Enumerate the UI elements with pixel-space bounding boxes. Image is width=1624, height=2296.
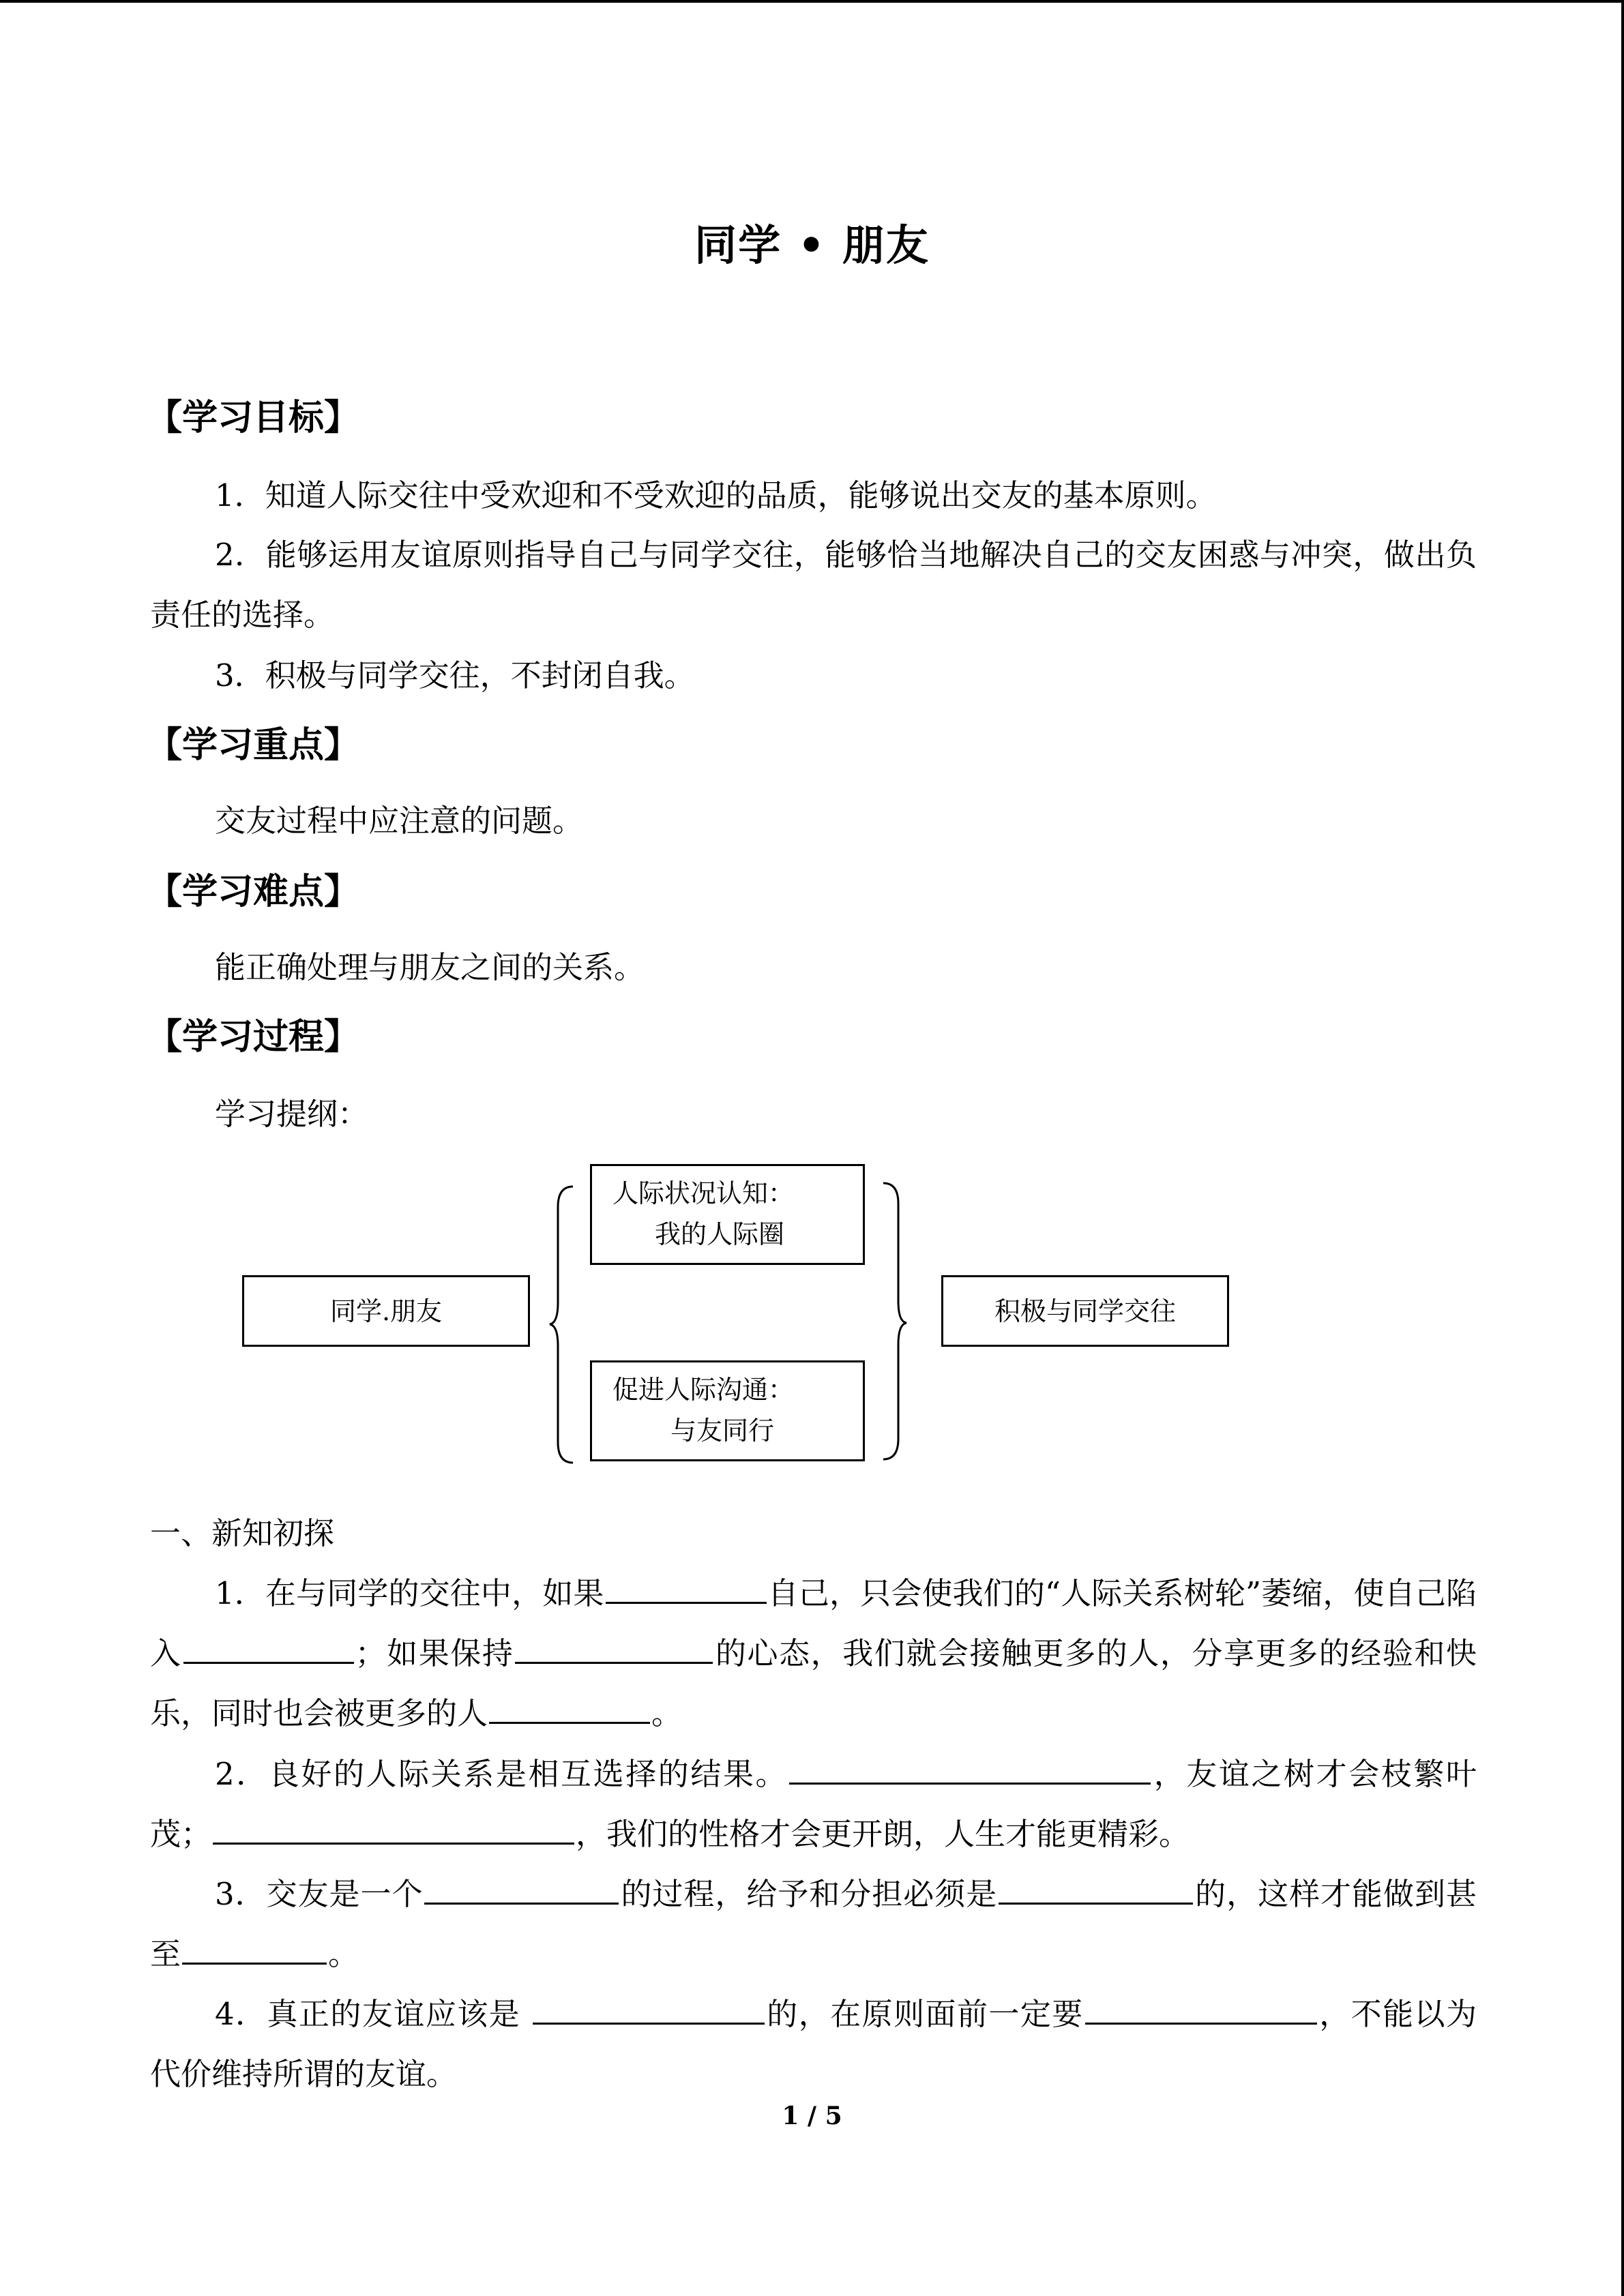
diagram-bottom-line1: 促进人际沟通： — [612, 1375, 795, 1405]
part1-heading: 一、新知初探 — [150, 1515, 335, 1551]
q1-blank-3[interactable] — [515, 1635, 713, 1664]
diagram-bottom-line2: 与友同行 — [670, 1416, 775, 1446]
q1-text-a: 1．在与同学的交往中，如果 — [215, 1575, 604, 1611]
diagram-top-line2: 我的人际圈 — [655, 1219, 785, 1249]
goals-heading: 【学习目标】 — [147, 398, 360, 438]
q4-text-c: ，不能以为代价维持所谓的友谊。 — [150, 1996, 1477, 2092]
diagram-left-text: 同学.朋友 — [329, 1296, 443, 1326]
q3-text-a: 3．交友是一个 — [215, 1876, 424, 1912]
q4-blank-1[interactable] — [533, 1995, 765, 2025]
q2-text-b: ，友谊之树才会枝繁叶茂； — [150, 1756, 1477, 1852]
outline-label: 学习提纲： — [215, 1096, 369, 1132]
page-title: 同学 • 朋友 — [694, 220, 930, 270]
q2-text-a: 2．良好的人际关系是相互选择的结果。 — [215, 1756, 788, 1792]
right-brace — [876, 1180, 911, 1463]
key-point-text: 交友过程中应注意的问题。 — [215, 803, 584, 839]
q1-text-b: 自己，只会使我们的“人际关系树轮”萎缩，使自己陷入 — [150, 1575, 1477, 1671]
q3-blank-3[interactable] — [182, 1935, 327, 1965]
diagram-left-box — [242, 1275, 530, 1347]
q2-text-c: ，我们的性格才会更开朗，人生才能更精彩。 — [576, 1816, 1190, 1852]
q1-blank-1[interactable] — [606, 1575, 767, 1604]
left-brace — [546, 1183, 580, 1466]
diagram-right-box — [941, 1275, 1229, 1347]
q1-text-c: ；如果保持 — [355, 1635, 514, 1671]
page-border-top — [0, 0, 1624, 3]
q1-text-d: 的心态，我们就会接触更多的人，分享更多的经验和快乐，同时也会被更多的人 — [150, 1635, 1477, 1731]
q3-text-d: 。 — [328, 1936, 359, 1972]
diagram-right-text: 积极与同学交往 — [994, 1296, 1176, 1326]
key-point-heading: 【学习重点】 — [147, 725, 360, 766]
question-4 — [150, 1984, 1477, 2104]
question-3 — [150, 1864, 1477, 1984]
q1-text-e: 。 — [651, 1695, 683, 1731]
question-2 — [150, 1744, 1477, 1864]
q1-blank-2[interactable] — [183, 1635, 354, 1664]
difficulty-heading: 【学习难点】 — [147, 871, 360, 912]
process-heading: 【学习过程】 — [147, 1017, 360, 1058]
q4-blank-2[interactable] — [1085, 1995, 1317, 2025]
goal-item-1: 1．知道人际交往中受欢迎和不受欢迎的品质，能够说出交友的基本原则。 — [215, 477, 1217, 513]
diagram-bottom-box — [590, 1360, 865, 1461]
diagram-top-box — [590, 1164, 865, 1265]
q2-blank-2[interactable] — [213, 1815, 574, 1845]
q4-text-a: 4．真正的友谊应该是 — [215, 1996, 531, 2032]
goal-item-2: 2．能够运用友谊原则指导自己与同学交往，能够恰当地解决自己的交友困惑与冲突，做出负责任的选择。 — [150, 537, 1477, 633]
q4-text-b: 的，在原则面前一定要 — [765, 1996, 1084, 2032]
difficulty-text: 能正确处理与朋友之间的关系。 — [215, 949, 645, 985]
diagram-top-line1: 人际状况认知： — [612, 1178, 795, 1208]
q3-text-b: 的过程，给予和分担必须是 — [620, 1876, 998, 1912]
page-border-right — [1621, 0, 1624, 2296]
q3-text-c: 的，这样才能做到甚至 — [150, 1876, 1477, 1972]
goal-item-3: 3．积极与同学交往，不封闭自我。 — [215, 657, 695, 694]
q3-blank-1[interactable] — [424, 1875, 619, 1905]
q1-blank-4[interactable] — [489, 1695, 650, 1724]
page-number: 1 / 5 — [782, 2102, 842, 2130]
q3-blank-2[interactable] — [999, 1875, 1193, 1905]
q2-blank-1[interactable] — [789, 1755, 1151, 1785]
question-1 — [150, 1564, 1477, 1744]
